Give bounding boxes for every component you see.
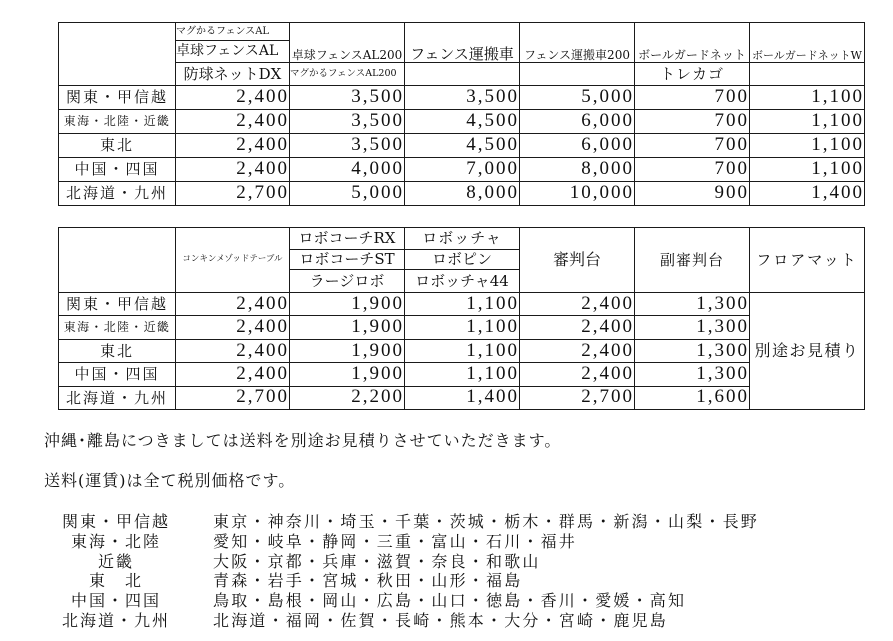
empty-cell: [405, 63, 520, 86]
product-header-col2-line2: マグかるフェンスAL200: [290, 63, 405, 86]
region-name: 東海・北陸・近畿: [59, 316, 176, 339]
product-header-col2-line2: ロボコーチST: [290, 250, 405, 270]
shipping-fee: 4,500: [405, 134, 520, 158]
legend-area: 近畿: [97, 552, 134, 571]
separate-quote-note: 別途お見積り: [750, 293, 865, 410]
product-header-col5-line2: トレカゴ: [635, 63, 750, 86]
shipping-fee: 6,000: [520, 110, 635, 134]
table-row: [59, 363, 865, 386]
shipping-fee: 8,000: [405, 182, 520, 206]
table-row: [59, 134, 865, 158]
legend-row: [0, 591, 893, 611]
shipping-fee: 2,200: [290, 386, 405, 409]
shipping-fee: 3,500: [290, 110, 405, 134]
product-header-col2-line1: 卓球フェンスAL200: [290, 23, 405, 63]
shipping-fee: 8,000: [520, 158, 635, 182]
table-row: [59, 339, 865, 362]
shipping-fee-table-2: [58, 227, 865, 410]
legend-prefectures: 大阪・京都・兵庫・滋賀・奈良・和歌山: [213, 552, 541, 571]
region-name: 中国・四国: [59, 158, 176, 182]
shipping-fee: 1,600: [635, 386, 750, 409]
product-header-col3-line2: ロボピン: [405, 250, 520, 270]
header-row: [59, 63, 865, 86]
region-legend: [0, 512, 893, 634]
shipping-fee: 10,000: [520, 182, 635, 206]
empty-cell: [520, 63, 635, 86]
product-header-col6: フロアマット: [750, 228, 865, 293]
corner-cell: [59, 23, 176, 86]
region-name: 東北: [59, 134, 176, 158]
table-row: [59, 293, 865, 316]
region-name: 関東・甲信越: [59, 293, 176, 316]
shipping-fee: 2,400: [176, 316, 290, 339]
shipping-fee: 2,400: [176, 293, 290, 316]
shipping-fee: 1,100: [405, 363, 520, 386]
corner-cell: [59, 228, 176, 293]
empty-cell: [750, 63, 865, 86]
legend-prefectures: 青森・岩手・宮城・秋田・山形・福島: [213, 571, 523, 590]
product-header-col3-line3: ロボッチャ44: [405, 270, 520, 293]
shipping-fee: 3,500: [290, 86, 405, 110]
shipping-fee: 1,100: [750, 158, 865, 182]
shipping-fee: 3,500: [405, 86, 520, 110]
shipping-fee: 1,100: [405, 339, 520, 362]
shipping-fee: 1,900: [290, 339, 405, 362]
shipping-fee: 1,900: [290, 293, 405, 316]
product-header-col5-line1: ボールガードネット: [635, 23, 750, 63]
header-row: [59, 23, 865, 41]
tax-note: 送料(運賃)は全て税別価格です。: [44, 471, 296, 490]
product-header-col1: コンキンメゾッドテーブル: [176, 228, 290, 293]
table-row: [59, 386, 865, 409]
shipping-fee: 1,300: [635, 339, 750, 362]
shipping-fee: 2,700: [520, 386, 635, 409]
shipping-fee: 5,000: [290, 182, 405, 206]
legend-row: [0, 552, 893, 572]
shipping-fee: 6,000: [520, 134, 635, 158]
shipping-fee: 900: [635, 182, 750, 206]
shipping-fee: 2,400: [520, 339, 635, 362]
shipping-fee: 5,000: [520, 86, 635, 110]
shipping-fee: 1,100: [750, 86, 865, 110]
shipping-fee: 2,400: [176, 339, 290, 362]
product-header-col2-line1: ロボコーチRX: [290, 228, 405, 250]
region-name: 東海・北陸・近畿: [59, 110, 176, 134]
region-name: 関東・甲信越: [59, 86, 176, 110]
legend-area: 北海道・九州: [61, 611, 170, 630]
shipping-fee: 4,000: [290, 158, 405, 182]
shipping-fee: 1,100: [750, 134, 865, 158]
product-header-col4-line1: フェンス運搬車200: [520, 23, 635, 63]
product-header-col1-line1: マグかるフェンスAL: [176, 23, 290, 41]
shipping-fee: 1,900: [290, 363, 405, 386]
shipping-fee: 1,100: [750, 110, 865, 134]
legend-area: 中国・四国: [70, 591, 161, 610]
shipping-fee: 2,700: [176, 182, 290, 206]
legend-area: 関東・甲信越: [61, 512, 170, 531]
shipping-fee: 1,300: [635, 363, 750, 386]
shipping-fee: 1,300: [635, 316, 750, 339]
product-header-col6-line1: ボールガードネットW: [750, 23, 865, 63]
shipping-fee: 700: [635, 158, 750, 182]
shipping-fee: 2,400: [176, 86, 290, 110]
legend-row: [0, 532, 893, 552]
shipping-fee: 1,100: [405, 293, 520, 316]
product-header-col3-line1: ロボッチャ: [405, 228, 520, 250]
legend-prefectures: 東京・神奈川・埼玉・千葉・茨城・栃木・群馬・新潟・山梨・長野: [213, 512, 760, 531]
shipping-fee: 1,100: [405, 316, 520, 339]
table-row: [59, 182, 865, 206]
region-name: 北海道・九州: [59, 182, 176, 206]
legend-area: 東 北: [88, 571, 143, 590]
shipping-fee: 2,700: [176, 386, 290, 409]
product-header-col1-line2: 卓球フェンスAL: [176, 41, 290, 63]
shipping-fee: 2,400: [520, 293, 635, 316]
product-header-col4: 審判台: [520, 228, 635, 293]
legend-row: [0, 571, 893, 591]
legend-prefectures: 鳥取・島根・岡山・広島・山口・徳島・香川・愛媛・高知: [213, 591, 687, 610]
table-row: [59, 158, 865, 182]
header-row: [59, 228, 865, 250]
region-name: 中国・四国: [59, 363, 176, 386]
remote-island-note: 沖縄･離島につきましては送料を別途お見積りさせていただきます。: [44, 431, 562, 450]
shipping-fee: 2,400: [176, 158, 290, 182]
legend-prefectures: 北海道・福岡・佐賀・長崎・熊本・大分・宮崎・鹿児島: [213, 611, 669, 630]
legend-prefectures: 愛知・岐阜・静岡・三重・富山・石川・福井: [213, 532, 578, 551]
shipping-fee: 1,400: [750, 182, 865, 206]
legend-row: [0, 512, 893, 532]
shipping-fee: 700: [635, 110, 750, 134]
shipping-fee: 1,900: [290, 316, 405, 339]
shipping-fee: 700: [635, 134, 750, 158]
shipping-fee: 2,400: [176, 134, 290, 158]
table-row: [59, 110, 865, 134]
shipping-fee: 1,300: [635, 293, 750, 316]
shipping-fee: 2,400: [176, 110, 290, 134]
region-name: 東北: [59, 339, 176, 362]
shipping-fee: 2,400: [520, 316, 635, 339]
shipping-fee: 2,400: [520, 363, 635, 386]
shipping-fee: 4,500: [405, 110, 520, 134]
product-header-col5: 副審判台: [635, 228, 750, 293]
legend-area: 東海・北陸: [70, 532, 161, 551]
shipping-fee: 2,400: [176, 363, 290, 386]
region-name: 北海道・九州: [59, 386, 176, 409]
product-header-col2-line3: ラージロボ: [290, 270, 405, 293]
shipping-fee: 700: [635, 86, 750, 110]
table-row: [59, 86, 865, 110]
shipping-fee-table-1: [58, 22, 865, 206]
shipping-fee: 7,000: [405, 158, 520, 182]
table-row: [59, 316, 865, 339]
shipping-fee: 1,400: [405, 386, 520, 409]
product-header-col3-line1: フェンス運搬車: [405, 23, 520, 63]
legend-row: [0, 611, 893, 631]
shipping-fee: 3,500: [290, 134, 405, 158]
product-header-col1-line3: 防球ネットDX: [176, 63, 290, 86]
